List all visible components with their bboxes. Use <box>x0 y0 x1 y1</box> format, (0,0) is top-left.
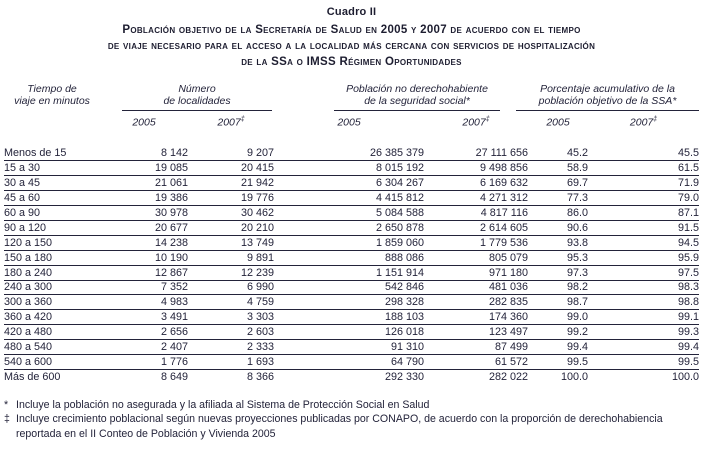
table-row <box>4 235 699 250</box>
cell-pct_2005: 99.0 <box>567 311 589 324</box>
table-row <box>4 295 699 310</box>
cell-pob_2005: 26 385 379 <box>369 147 425 160</box>
cell-loc_2005: 30 978 <box>154 207 188 219</box>
cell-loc_2007: 1 693 <box>246 355 275 368</box>
cell-loc_2005: 8 649 <box>160 370 188 383</box>
cell-pct_2007: 98.3 <box>678 281 700 294</box>
table-body <box>4 147 699 384</box>
percentage-header-line1: Porcentaje acumulativo de la <box>540 83 675 95</box>
row-label: 180 a 240 <box>4 266 53 279</box>
cell-pct_2007: 79.0 <box>678 192 700 205</box>
population-header-line1: Población no derechohabiente <box>346 83 488 95</box>
cell-loc_2005: 10 190 <box>154 251 188 264</box>
cell-pob_2007: 174 360 <box>488 311 529 324</box>
cell-pob_2005: 888 086 <box>384 251 425 264</box>
table-number: Cuadro II <box>326 6 377 18</box>
cell-pob_2005: 292 330 <box>384 370 425 383</box>
cell-pob_2005: 64 790 <box>390 355 425 368</box>
travel-time-header-line2: viaje en minutos <box>14 95 90 107</box>
cell-loc_2007: 6 990 <box>246 281 275 294</box>
cell-loc_2005: 19 386 <box>154 192 188 205</box>
cell-pct_2007: 99.5 <box>678 355 700 368</box>
cell-loc_2005: 20 677 <box>154 221 188 234</box>
cell-loc_2005: 12 867 <box>154 266 188 279</box>
cell-pct_2005: 100.0 <box>560 370 589 383</box>
cell-pct_2007: 100.0 <box>672 370 700 383</box>
cell-pob_2007: 4 817 116 <box>480 207 529 219</box>
cell-pct_2005: 98.2 <box>567 281 589 294</box>
cell-pct_2007: 45.5 <box>678 147 700 160</box>
footnote-text: Incluye crecimiento poblacional según nuevas proyecciones publicadas por CONAPO, de acuerdo con la proporción de derechohabiencia reportada en el II Conteo de Población y Vivienda 2005 <box>16 413 663 440</box>
table-row <box>4 206 699 221</box>
cell-pct_2005: 97.3 <box>567 266 589 279</box>
cell-pob_2005: 188 103 <box>384 311 425 324</box>
year-header-percentage-2005: 2005 <box>546 116 570 129</box>
cell-pob_2007: 971 180 <box>488 266 529 279</box>
cell-pob_2005: 2 650 878 <box>375 221 425 234</box>
cell-pct_2007: 99.3 <box>678 326 700 339</box>
row-label: 60 a 90 <box>4 207 41 219</box>
footnote-marker: * <box>4 398 9 411</box>
footnote-marker-ref: ‡ <box>653 116 658 123</box>
cell-loc_2005: 7 352 <box>160 281 188 294</box>
cell-loc_2007: 30 462 <box>240 207 275 219</box>
row-label: 120 a 150 <box>4 236 53 249</box>
cell-loc_2005: 3 491 <box>160 311 188 324</box>
cell-loc_2005: 2 407 <box>160 341 188 354</box>
cell-loc_2005: 19 085 <box>154 162 188 175</box>
cell-pct_2005: 45.2 <box>567 147 589 160</box>
cell-pct_2007: 95.9 <box>678 251 700 264</box>
cell-loc_2005: 14 238 <box>154 236 188 249</box>
cell-loc_2007: 20 415 <box>240 162 275 175</box>
footnote-marker-ref: ‡ <box>485 116 490 123</box>
cell-pct_2007: 71.9 <box>678 177 700 190</box>
row-label: 300 a 360 <box>4 296 53 309</box>
cell-pct_2007: 97.5 <box>678 266 700 279</box>
cell-loc_2007: 20 210 <box>240 221 275 234</box>
table-row <box>4 220 699 235</box>
cell-pob_2007: 4 271 312 <box>479 192 529 205</box>
cell-pct_2005: 95.3 <box>567 251 589 264</box>
row-label: 30 a 45 <box>4 177 41 190</box>
table-title-line3: de la SSa o IMSS Régimen Oportunidades <box>241 56 462 68</box>
cell-pob_2005: 542 846 <box>384 281 425 294</box>
table-row <box>4 147 699 161</box>
year-header-percentage-2007: 2007‡ <box>629 116 658 129</box>
cell-pob_2005: 4 415 812 <box>375 192 425 205</box>
cell-pob_2007: 1 779 536 <box>479 236 529 249</box>
cell-pob_2007: 6 169 632 <box>479 177 529 190</box>
cell-pct_2005: 98.7 <box>567 296 589 309</box>
cell-pob_2007: 27 111 656 <box>475 147 529 160</box>
cell-loc_2007: 13 749 <box>240 236 275 249</box>
cell-pob_2005: 1 859 060 <box>375 236 425 249</box>
cell-pct_2005: 99.5 <box>567 355 589 368</box>
table-row <box>4 280 699 295</box>
footnote-text: Incluye la población no asegurada y la afiliada al Sistema de Protección Social en Salud <box>16 398 430 411</box>
cell-pob_2005: 8 015 192 <box>375 162 425 175</box>
cell-pob_2007: 282 022 <box>488 370 529 383</box>
cell-pct_2005: 99.2 <box>567 326 589 339</box>
cell-pob_2007: 2 614 605 <box>479 221 529 234</box>
cell-loc_2007: 8 366 <box>246 370 275 383</box>
table-row <box>4 310 699 325</box>
group-header-population <box>274 83 528 111</box>
column-header-travel-time <box>4 83 100 147</box>
cell-pct_2005: 77.3 <box>567 192 589 205</box>
row-label: 90 a 120 <box>4 221 47 234</box>
year-header-localities-2005: 2005 <box>132 116 156 129</box>
row-label: 15 a 30 <box>4 162 41 175</box>
cell-loc_2005: 1 776 <box>160 355 188 368</box>
table-title-line2: de viaje necesario para el acceso a la localidad más cercana con servicios de hospitalización <box>107 40 596 52</box>
row-label: 45 a 60 <box>4 192 41 205</box>
cell-loc_2007: 19 776 <box>240 192 275 205</box>
table-row <box>4 354 699 369</box>
group-header-row <box>4 83 699 111</box>
cell-pct_2005: 99.4 <box>567 341 589 354</box>
row-label: 420 a 480 <box>4 326 53 339</box>
table-title <box>0 22 703 70</box>
footnotes <box>4 398 703 442</box>
row-label: 240 a 300 <box>4 281 53 294</box>
cell-pct_2007: 61.5 <box>678 162 700 175</box>
table-row <box>4 265 699 280</box>
cell-loc_2005: 8 142 <box>160 147 188 160</box>
row-label: 360 a 420 <box>4 311 53 324</box>
percentage-header-line2: población objetivo de la SSA* <box>538 95 677 107</box>
cell-pob_2005: 1 151 914 <box>375 266 425 279</box>
cell-loc_2007: 2 603 <box>246 326 275 339</box>
cell-pob_2005: 5 084 588 <box>375 207 425 219</box>
cell-pob_2005: 91 310 <box>390 341 425 354</box>
cell-pct_2007: 98.8 <box>678 296 700 309</box>
footnote-asterisk <box>4 398 703 413</box>
group-header-localities <box>100 83 274 111</box>
cell-pct_2007: 87.1 <box>678 207 700 219</box>
cell-pct_2005: 58.9 <box>567 162 589 175</box>
table-row <box>4 369 699 383</box>
cell-pct_2007: 94.5 <box>678 236 700 249</box>
cell-pct_2007: 99.1 <box>678 311 700 324</box>
footnote-double-dagger <box>4 412 703 441</box>
cell-loc_2007: 12 239 <box>240 266 275 279</box>
cell-pob_2007: 61 572 <box>494 355 529 368</box>
cell-loc_2005: 4 983 <box>160 296 188 309</box>
population-header-line2: de la seguridad social* <box>364 95 470 107</box>
table-title-line1: Población objetivo de la Secretaría de Salud en 2005 y 2007 de acuerdo con el tiempo <box>122 24 581 36</box>
cell-loc_2007: 9 891 <box>246 251 275 264</box>
cell-loc_2007: 4 759 <box>246 296 275 309</box>
data-table <box>4 83 699 384</box>
cell-pct_2007: 99.4 <box>678 341 700 354</box>
year-header-row <box>4 111 699 147</box>
cell-pob_2005: 298 328 <box>384 296 425 309</box>
cell-loc_2007: 21 942 <box>240 177 275 190</box>
table-caption <box>0 6 703 70</box>
cell-pob_2007: 481 036 <box>488 281 529 294</box>
localities-header-line2: de localidades <box>163 95 231 107</box>
cell-loc_2005: 21 061 <box>154 177 188 190</box>
table-row <box>4 191 699 206</box>
row-label: Más de 600 <box>4 370 61 383</box>
table-row <box>4 161 699 176</box>
footnote-marker-ref: ‡ <box>240 116 245 123</box>
cell-pct_2005: 69.7 <box>567 177 589 190</box>
cell-pct_2005: 90.6 <box>567 221 589 234</box>
cell-pob_2007: 123 497 <box>488 326 529 339</box>
row-label: 150 a 180 <box>4 251 53 264</box>
row-label: 480 a 540 <box>4 341 53 354</box>
cell-loc_2005: 2 656 <box>160 326 188 339</box>
year-header-population-2007: 2007‡ <box>462 116 490 129</box>
cell-pct_2005: 86.0 <box>567 207 589 219</box>
cell-pob_2007: 9 498 856 <box>479 162 529 175</box>
cell-pob_2005: 6 304 267 <box>375 177 425 190</box>
table-row <box>4 250 699 265</box>
table-row <box>4 340 699 355</box>
group-header-percentage <box>528 83 699 111</box>
localities-header-line1: Número <box>178 83 216 95</box>
cell-loc_2007: 9 207 <box>246 147 275 160</box>
cell-pob_2007: 282 835 <box>488 296 529 309</box>
row-label: Menos de 15 <box>4 147 67 160</box>
table-row <box>4 325 699 340</box>
row-label: 540 a 600 <box>4 355 53 368</box>
cell-loc_2007: 3 303 <box>246 311 275 324</box>
cell-pob_2007: 805 079 <box>488 251 529 264</box>
year-header-localities-2007: 2007‡ <box>217 116 245 129</box>
cell-pct_2007: 91.5 <box>678 221 700 234</box>
cell-pob_2007: 87 499 <box>494 341 529 354</box>
cell-loc_2007: 2 333 <box>246 341 275 354</box>
cell-pob_2005: 126 018 <box>384 326 425 339</box>
cell-pct_2005: 93.8 <box>567 236 589 249</box>
footnote-marker: ‡ <box>4 413 10 426</box>
table-row <box>4 176 699 191</box>
travel-time-header-line1: Tiempo de <box>27 83 77 95</box>
year-header-population-2005: 2005 <box>337 116 361 129</box>
